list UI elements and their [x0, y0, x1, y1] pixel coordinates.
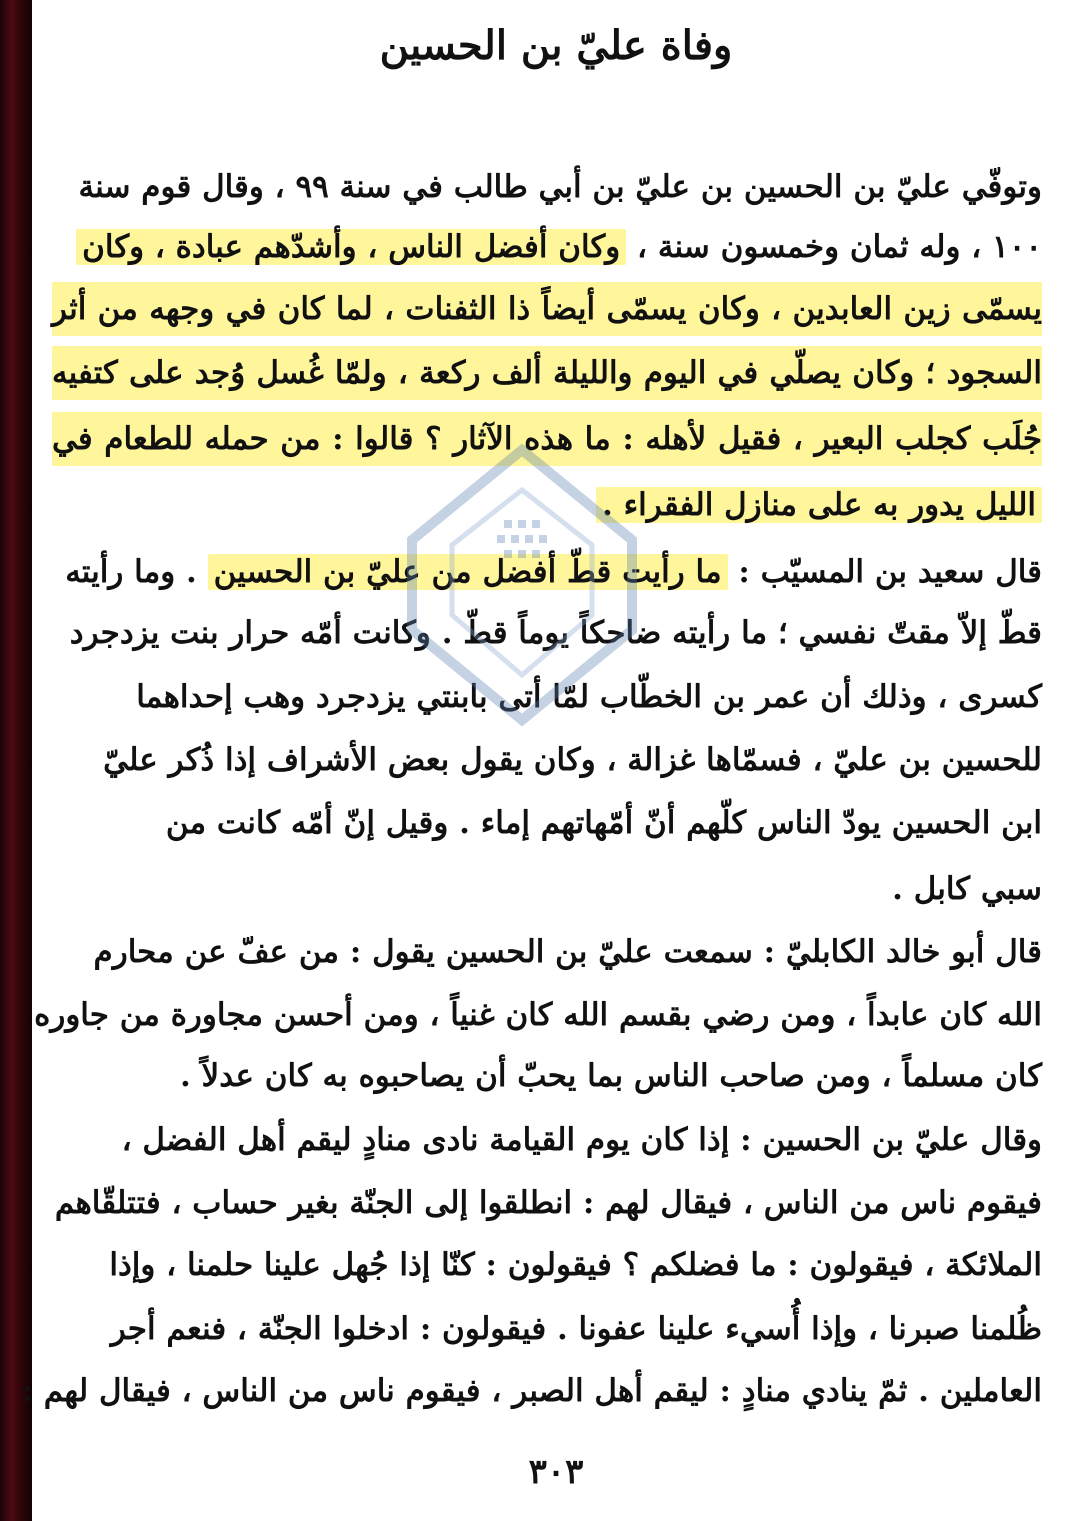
text-line [55, 1176, 1042, 1230]
text-line [52, 346, 1042, 400]
page-number: ٣٠٣ [528, 1452, 584, 1492]
text-line [109, 1238, 1042, 1292]
text-line [76, 220, 1042, 274]
line-text: يسمّى زين العابدين ، وكان يسمّى أيضاً ذا الثفنات ، لما كان في وجهه من أثر [52, 291, 1042, 327]
line-text: وقال عليّ بن الحسين : إذا كان يوم القيامة نادى منادٍ ليقم أهل الفضل ، [121, 1122, 1042, 1158]
line-text: ١٠٠ ، وله ثمان وخمسون سنة ، [637, 229, 1042, 265]
text-line [166, 796, 1042, 850]
line-text: الملائكة ، فيقولون : ما فضلكم ؟ فيقولون : كنّا إذا جُهل علينا حلمنا ، وإذا [109, 1247, 1042, 1283]
page-title: وفاة عليّ بن الحسين [379, 22, 733, 69]
text-line [111, 1302, 1042, 1356]
text-line [892, 862, 1042, 916]
book-binding-edge [0, 0, 32, 1521]
line-text: جُلَب كجلب البعير ، فقيل لأهله : ما هذه الآثار ؟ قالوا : من حمله للطعام في [52, 421, 1042, 457]
line-text: . وما رأيته [65, 554, 197, 590]
text-line [52, 412, 1042, 466]
line-text: قال سعيد بن المسيّب : [738, 554, 1042, 590]
text-line [94, 925, 1042, 979]
text-line [596, 478, 1042, 532]
book-page [21, 0, 1080, 1521]
line-text: العاملين . ثمّ ينادي منادٍ : ليقم أهل الصبر ، فيقوم ناس من الناس ، فيقال لهم : [21, 1373, 1042, 1409]
line-text: قطّ إلاّ مقتّ نفسي ؛ ما رأيته ضاحكاً يوماً قطّ . وكانت أمّه حرار بنت يزدجرد [69, 615, 1042, 651]
text-line [122, 1113, 1042, 1167]
highlighted-text: الليل يدور به على منازل الفقراء . [596, 487, 1042, 523]
line-text: الله كان عابداً ، ومن رضي بقسم الله كان غنياً ، ومن أحسن مجاورة من جاوره [34, 997, 1042, 1033]
line-text: سبي كابل . [892, 871, 1042, 907]
text-line [65, 545, 1042, 599]
line-text: فيقوم ناس من الناس ، فيقال لهم : انطلقوا إلى الجنّة بغير حساب ، فتتلقّاهم [54, 1185, 1042, 1221]
line-text: السجود ؛ وكان يصلّي في اليوم والليلة ألف ركعة ، ولمّا غُسل وُجد على كتفيه [52, 355, 1042, 391]
highlighted-text: ما رأيت قطّ أفضل من عليّ بن الحسين [208, 554, 728, 590]
text-line [103, 733, 1042, 787]
line-text: وتوفّي عليّ بن الحسين بن عليّ بن أبي طالب في سنة ٩٩ ، وقال قوم سنة [78, 169, 1042, 205]
line-text: كسرى ، وذلك أن عمر بن الخطّاب لمّا أتى بابنتي يزدجرد وهب إحداهما [136, 679, 1042, 715]
text-line [136, 670, 1042, 724]
text-line [34, 988, 1042, 1042]
line-text: ظُلمنا صبرنا ، وإذا أُسيء علينا عفونا . فيقولون : ادخلوا الجنّة ، فنعم أجر [110, 1311, 1042, 1347]
line-text: للحسين بن عليّ ، فسمّاها غزالة ، وكان يقول بعض الأشراف إذا ذُكر عليّ [103, 742, 1042, 778]
text-line [22, 1364, 1042, 1418]
text-line [79, 160, 1042, 214]
line-text: ابن الحسين يودّ الناس كلّهم أنّ أمّهاتهم إماء . وقيل إنّ أمّه كانت من [165, 805, 1042, 841]
line-text: كان مسلماً ، ومن صاحب الناس بما يحبّ أن يصاحبوه به كان عدلاً . [179, 1058, 1042, 1094]
highlighted-text: وكان أفضل الناس ، وأشدّهم عبادة ، وكان [76, 229, 626, 265]
text-line [70, 606, 1042, 660]
text-line [180, 1049, 1042, 1103]
text-line [52, 282, 1042, 336]
line-text: قال أبو خالد الكابليّ : سمعت عليّ بن الحسين يقول : من عفّ عن محارم [93, 934, 1042, 970]
